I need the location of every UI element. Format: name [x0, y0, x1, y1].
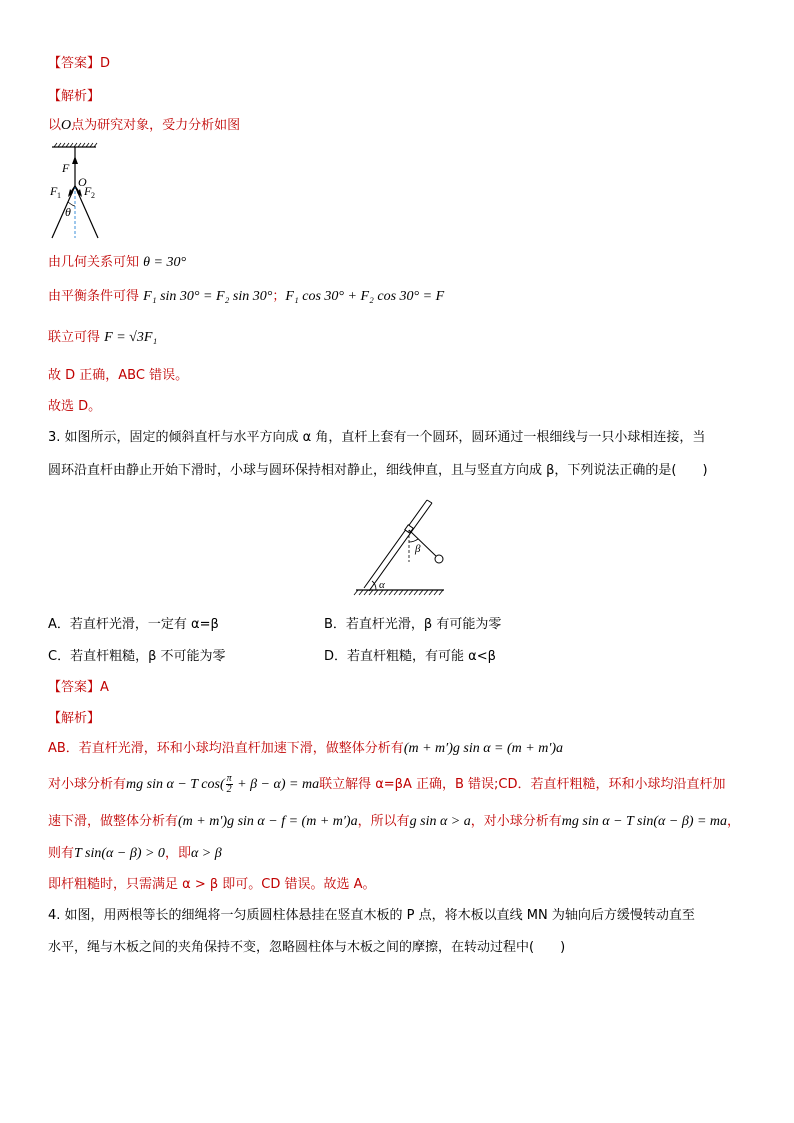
balance-sep: ； [272, 289, 286, 304]
balance-eq2: F₁ cos 30° + F₂ cos 30° = F [285, 289, 445, 304]
solution4-eq1: T sin(α − β) > 0 [74, 846, 165, 861]
geometry-line [48, 254, 186, 272]
solution3-text-c: ，对小球分析有 [470, 814, 562, 829]
force-diagram [44, 142, 104, 240]
solution1-text: AB．若直杆光滑，环和小球均沿直杆加速下滑，做整体分析有 [48, 741, 404, 756]
solution4-eq2: α > β [190, 846, 222, 861]
solution3-text-b: ，所以有 [357, 814, 410, 829]
q4-stem-line1: 4. 如图，用两根等长的细绳将一匀质圆柱体悬挂在竖直木板的 P 点，将木板以直线 MN 为轴向后方缓慢转动直至 [48, 908, 695, 923]
label-alpha: α [379, 579, 385, 591]
geometry-eq: θ = 30° [143, 255, 187, 270]
label-theta: θ [65, 205, 71, 219]
combine-line [48, 329, 157, 347]
fraction-denominator: 2 [226, 784, 232, 795]
answer-label: 【答案】D [48, 56, 111, 71]
solution2-eq-start: mg sin α − T cos( [126, 777, 225, 792]
answer3-label: 【答案】A [48, 680, 109, 695]
solution3-text-d: ， [727, 814, 741, 829]
q3-stem-line1: 3. 如图所示，固定的倾斜直杆与水平方向成 α 角，直杆上套有一个圆环，圆环通过一根细线与一只小球相连接，当 [48, 430, 706, 445]
balance-line [48, 288, 444, 306]
solution2-text-b: 联立解得 α=βA 正确，B 错误;CD．若直杆粗糙，环和小球均沿直杆加 [319, 777, 726, 792]
balance-eq1: F₁ sin 30° = F₂ sin 30° [143, 289, 273, 304]
combine-eq: F = √3F₁ [104, 330, 158, 345]
analysis3-label: 【解析】 [48, 711, 101, 726]
label-beta: β [415, 543, 421, 555]
solution-line4 [48, 845, 222, 863]
q3-stem-line2: 圆环沿直杆由静止开始下滑时，小球与圆环保持相对静止，细线伸直，且与竖直方向成 β，下列说法正确的是( ) [48, 463, 708, 478]
solution3-eq1: (m + m′)g sin α − f = (m + m′)a [178, 814, 358, 829]
combine-text: 联立可得 [48, 330, 101, 345]
solution-line5: 即杆粗糙时，只需满足 α > β 即可。CD 错误。故选 A。 [48, 877, 376, 892]
intro-text-b: 点为研究对象，受力分析如图 [71, 118, 241, 133]
choice-line: 故选 D。 [48, 399, 102, 414]
option-d: D．若直杆粗糙，有可能 α<β [324, 649, 496, 664]
geometry-text: 由几何关系可知 [48, 255, 140, 270]
solution2-text-a: 对小球分析有 [48, 777, 127, 792]
incline-rod-diagram [352, 496, 452, 600]
label-f2-sub: 2 [91, 191, 95, 200]
solution2-eq-end: + β − α) = ma [233, 777, 320, 792]
fraction-numerator: π [226, 773, 232, 784]
option-b: B．若直杆光滑，β 有可能为零 [324, 617, 502, 632]
solution4-text-b: ，即 [164, 846, 191, 861]
label-o: O [78, 175, 87, 189]
solution3-eq3: mg sin α − T sin(α − β) = ma [561, 814, 728, 829]
solution-line3 [48, 813, 740, 831]
option-a: A．若直杆光滑，一定有 α=β [48, 617, 219, 632]
analysis-intro [48, 117, 240, 135]
solution3-text-a: 速下滑，做整体分析有 [48, 814, 179, 829]
pi-over-2-fraction [226, 774, 233, 795]
label-f: F [62, 161, 70, 175]
conclusion-line: 故 D 正确，ABC 错误。 [48, 368, 189, 383]
balance-text: 由平衡条件可得 [48, 289, 140, 304]
label-f1: F [50, 184, 58, 198]
label-f1-sub: 1 [57, 191, 61, 200]
solution-line1 [48, 740, 563, 758]
solution4-text-a: 则有 [48, 846, 75, 861]
solution3-eq2: g sin α > a [409, 814, 471, 829]
analysis-label: 【解析】 [48, 89, 101, 104]
intro-point-o: O [61, 118, 72, 133]
q4-stem-line2: 水平，绳与木板之间的夹角保持不变，忽略圆柱体与木板之间的摩擦，在转动过程中( ) [48, 940, 566, 955]
label-f2: F [84, 184, 92, 198]
solution-line2 [48, 774, 726, 795]
intro-text-a: 以 [48, 118, 62, 133]
option-c: C．若直杆粗糙，β 不可能为零 [48, 649, 226, 664]
solution1-eq: (m + m′)g sin α = (m + m′)a [403, 741, 564, 756]
